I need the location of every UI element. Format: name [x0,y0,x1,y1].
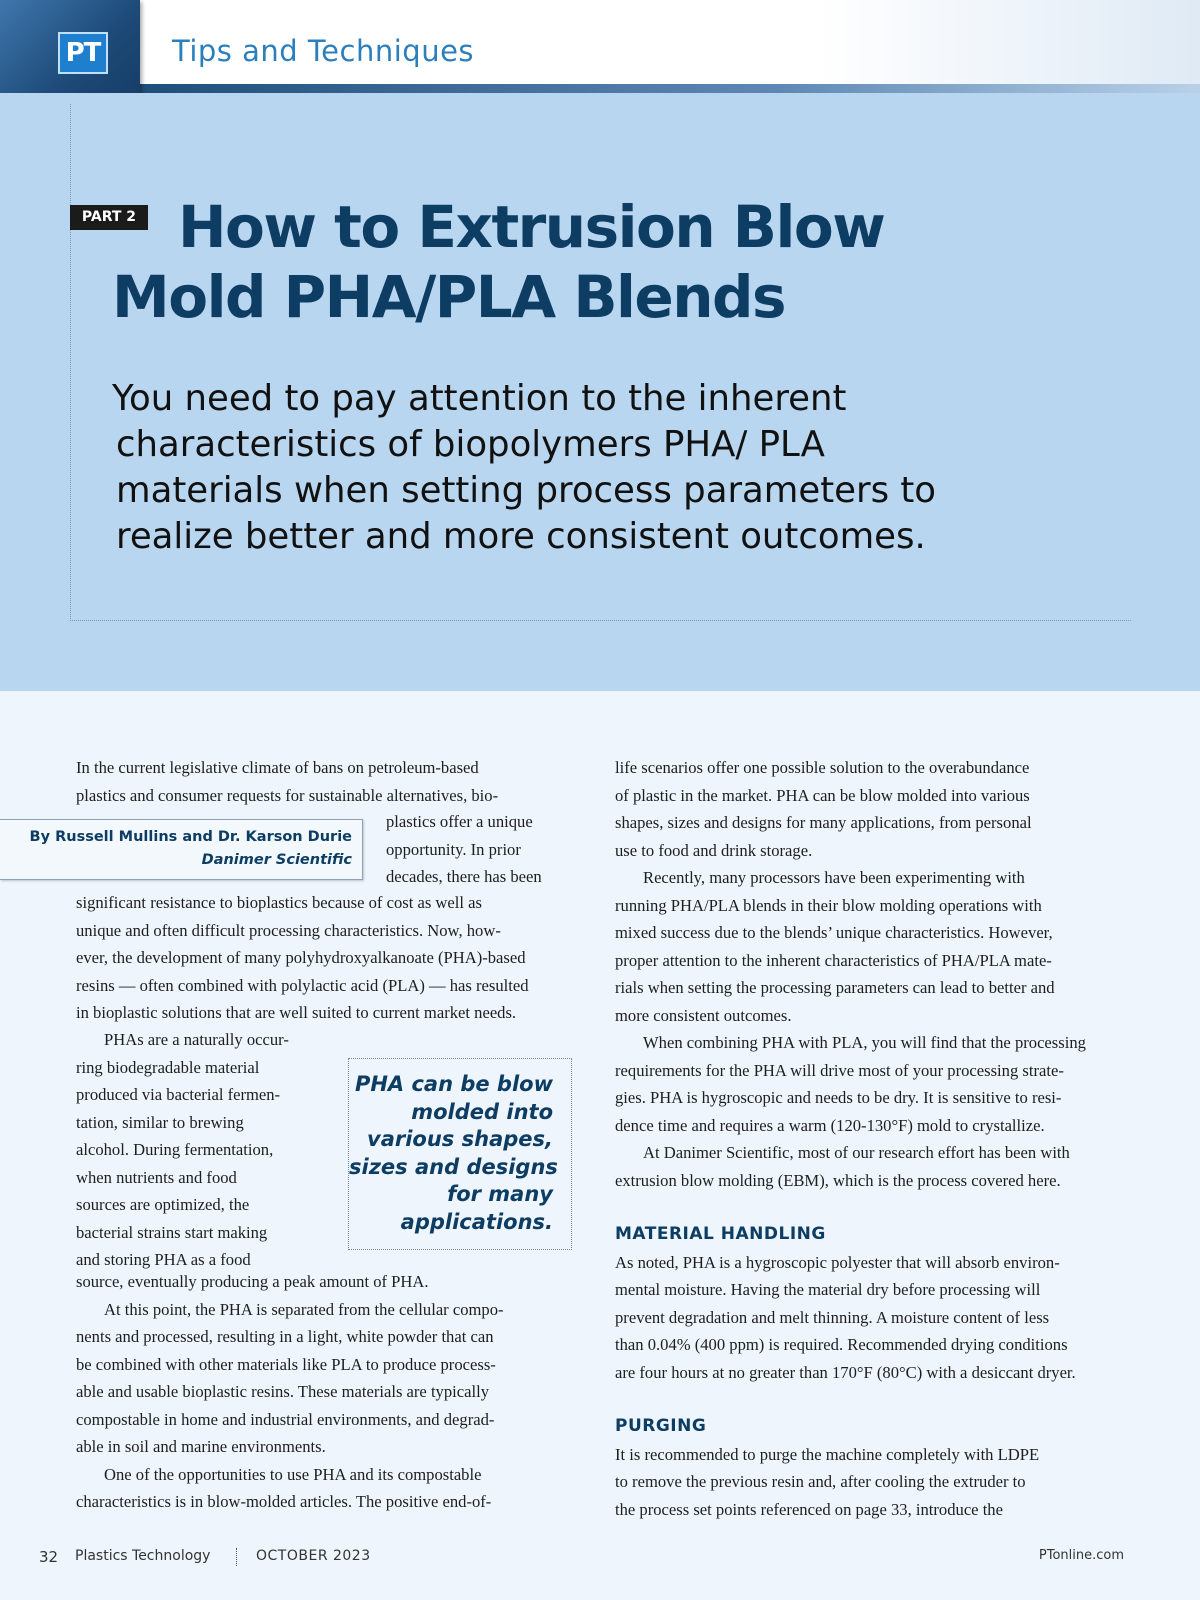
text-line: be combined with other materials like PLA to produce process- [76,1354,496,1374]
text-line: Recently, many processors have been experimenting with [643,868,1025,887]
text-line: opportunity. In prior [386,839,521,859]
byline-box [0,819,363,880]
text-line: able in soil and marine environments. [76,1437,326,1456]
pha-paragraph-wrap [76,1026,326,1274]
headline-line-1: How to Extrusion Blow [178,193,885,261]
text-line: and storing PHA as a food [76,1250,251,1269]
section-title: Tips and Techniques [172,34,475,68]
text-line: extrusion blow molding (EBM), which is the process covered here. [615,1170,1061,1190]
pull-quote-line: various shapes, [367,1127,553,1151]
magazine-name: Plastics Technology [75,1548,211,1564]
text-line: prevent degradation and melt thinning. A moisture content of less [615,1307,1050,1327]
byline-authors: By Russell Mullins and Dr. Karson Durie [29,829,352,845]
spacer [615,1194,1135,1221]
text-line: when nutrients and food [76,1167,237,1187]
header-rule [140,84,1200,93]
text-line: As noted, PHA is a hygroscopic polyester that will absorb environ- [615,1252,1060,1272]
text-line: characteristics is in blow-molded articles. The positive end-of- [76,1492,492,1511]
text-line: shapes, sizes and designs for many applications, from personal [615,813,1032,832]
footer-divider [236,1548,237,1566]
text-line: bacterial strains start making [76,1222,268,1242]
headline-line-2: Mold PHA/PLA Blends [112,263,786,331]
subhead-material-handling: MATERIAL HANDLING [615,1224,826,1244]
text-line: PHAs are a naturally occur- [104,1030,289,1049]
text-line: proper attention to the inherent characteristics of PHA/PLA mate- [615,950,1052,970]
text-line: At Danimer Scientific, most of our research effort has been with [643,1143,1070,1162]
text-line: use to food and drink storage. [615,840,813,860]
text-line: plastics offer a unique [386,812,533,831]
text-line: able and usable bioplastic resins. These materials are typically [76,1382,490,1401]
text-line: It is recommended to purge the machine completely with LDPE [615,1444,1040,1464]
text-line: to remove the previous resin and, after cooling the extruder to [615,1472,1026,1491]
text-line: decades, there has been [386,867,542,886]
text-line: life scenarios offer one possible solution to the overabundance [615,758,1030,777]
text-line: in bioplastic solutions that are well suited to current market needs. [76,1003,517,1022]
intro-paragraph-wrap [386,808,566,891]
pt-logo: PT [58,32,108,74]
deck-line-3: materials when setting process parameters to [116,470,937,511]
pull-quote-line: sizes and designs [349,1154,558,1179]
issue-date: OCTOBER 2023 [256,1548,371,1564]
left-column-lower [76,1268,584,1516]
text-line: running PHA/PLA blends in their blow molding operations with [615,895,1042,915]
text-line: requirements for the PHA will drive most of your processing strate- [615,1060,1064,1080]
pull-quote-line: PHA can be blow [354,1072,553,1096]
text-line: than 0.04% (400 ppm) is required. Recommended drying conditions [615,1335,1068,1354]
pull-quote [348,1058,572,1250]
text-line: of plastic in the market. PHA can be blow molded into various [615,785,1030,805]
text-line: source, eventually producing a peak amount of PHA. [76,1272,429,1291]
text-line: are four hours at no greater than 170°F (80°C) with a desiccant dryer. [615,1362,1076,1382]
text-line: When combining PHA with PLA, you will find that the processing [643,1033,1086,1052]
text-line: produced via bacterial fermen- [76,1085,281,1104]
deck-line-2: characteristics of biopolymers PHA/ PLA [116,424,825,465]
text-line: plastics and consumer requests for sustainable alternatives, bio- [76,785,499,805]
text-line: ever, the development of many polyhydroxyalkanoate (PHA)-based [76,948,526,967]
intro-paragraph-top [76,754,566,809]
text-line: mental moisture. Having the material dry before processing will [615,1280,1041,1299]
text-line: One of the opportunities to use PHA and its compostable [104,1464,482,1484]
right-column [615,754,1135,1523]
text-line: the process set points referenced on page 33, introduce the [615,1499,1003,1519]
text-line: dence time and requires a warm (120-130°F) mold to crystallize. [615,1115,1045,1135]
text-line: gies. PHA is hygroscopic and needs to be dry. It is sensitive to resi- [615,1088,1062,1107]
website-link[interactable]: PTonline.com [1038,1548,1124,1563]
byline-organization: Danimer Scientific [201,852,352,868]
subhead-purging: PURGING [615,1416,707,1436]
intro-paragraph-rest [76,889,584,1027]
text-line: In the current legislative climate of bans on petroleum-based [76,758,479,777]
text-line: tation, similar to brewing [76,1112,244,1132]
text-line: significant resistance to bioplastics because of cost as well as [76,893,482,912]
text-line: compostable in home and industrial environments, and degrad- [76,1409,495,1429]
pull-quote-line: molded into [411,1099,553,1124]
text-line: alcohol. During fermentation, [76,1140,274,1159]
spacer [615,1386,1135,1413]
text-line: rials when setting the processing parameters can lead to better and [615,978,1055,997]
pull-quote-line: for many [447,1182,553,1206]
text-line: ring biodegradable material [76,1057,260,1077]
deck-line-1: You need to pay attention to the inherent [112,378,847,419]
text-line: mixed success due to the blends’ unique characteristics. However, [615,923,1053,942]
text-line: nents and processed, resulting in a light, white powder that can [76,1327,494,1346]
logo-block [0,0,140,104]
text-line: resins — often combined with polylactic acid (PLA) — has resulted [76,975,529,995]
text-line: unique and often difficult processing characteristics. Now, how- [76,920,501,940]
deck-line-4: realize better and more consistent outcomes. [116,516,926,557]
pull-quote-line: applications. [400,1209,553,1234]
text-line: At this point, the PHA is separated from the cellular compo- [104,1299,504,1319]
page-number: 32 [39,1548,59,1566]
part-badge: PART 2 [70,205,148,230]
text-line: sources are optimized, the [76,1195,250,1214]
text-line: more consistent outcomes. [615,1005,792,1025]
